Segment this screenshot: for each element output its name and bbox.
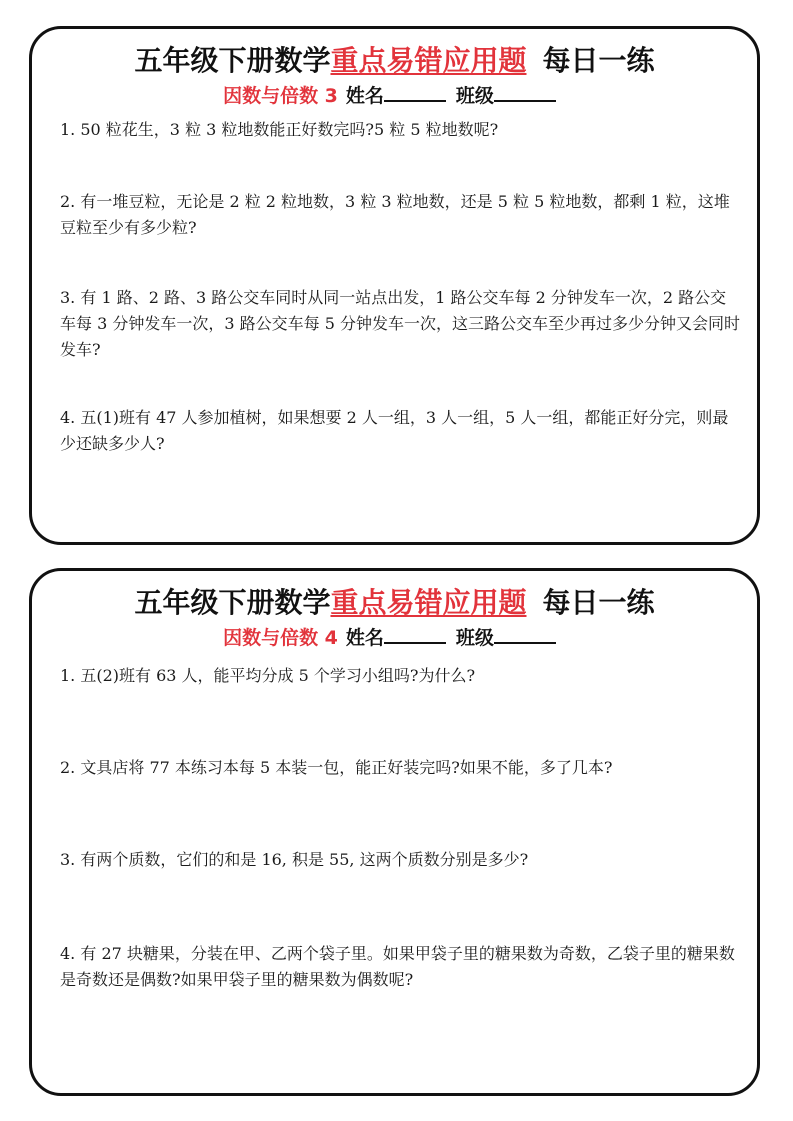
question-3: 3. 有两个质数，它们的和是 16, 积是 55, 这两个质数分别是多少? [60, 850, 529, 869]
question-1: 1. 五(2)班有 63 人，能平均分成 5 个学习小组吗?为什么? [60, 666, 476, 685]
name-label: 姓名 [345, 627, 384, 649]
topic-label: 因数与倍数 4 [223, 627, 338, 649]
question-1: 1. 50 粒花生，3 粒 3 粒地数能正好数完吗?5 粒 5 粒地数呢? [60, 120, 499, 139]
worksheet-title [32, 39, 757, 79]
class-blank[interactable] [494, 86, 556, 102]
question-4: 4. 有 27 块糖果，分装在甲、乙两个袋子里。如果甲袋子里的糖果数为奇数，乙袋子里的糖果数是奇数还是偶数?如果甲袋子里的糖果数为偶数呢? [60, 944, 735, 989]
title-prefix: 五年级下册数学 [134, 44, 331, 77]
name-blank[interactable] [384, 86, 446, 102]
title-prefix: 五年级下册数学 [134, 586, 331, 619]
class-label: 班级 [455, 627, 494, 649]
name-blank[interactable] [384, 628, 446, 644]
title-highlight: 重点易错应用题 [330, 44, 527, 77]
question-2: 2. 有一堆豆粒，无论是 2 粒 2 粒地数，3 粒 3 粒地数，还是 5 粒 5 粒地数，都剩 1 粒，这堆豆粒至少有多少粒? [60, 192, 730, 237]
title-highlight: 重点易错应用题 [330, 586, 527, 619]
title-suffix: 每日一练 [542, 44, 655, 77]
class-label: 班级 [455, 85, 494, 107]
title-suffix: 每日一练 [542, 586, 655, 619]
class-blank[interactable] [494, 628, 556, 644]
question-3: 3. 有 1 路、2 路、3 路公交车同时从同一站点出发，1 路公交车每 2 分钟发车一次，2 路公交车每 3 分钟发车一次，3 路公交车每 5 分钟发车一次，这三路公交车至少再过多少分钟又会同时发车? [60, 288, 740, 359]
name-label: 姓名 [345, 85, 384, 107]
topic-label: 因数与倍数 3 [223, 85, 338, 107]
worksheet-subtitle [32, 81, 757, 108]
question-2: 2. 文具店将 77 本练习本每 5 本装一包，能正好装完吗?如果不能，多了几本? [60, 758, 613, 777]
question-4: 4. 五(1)班有 47 人参加植树，如果想要 2 人一组，3 人一组，5 人一组，都能正好分完，则最少还缺多少人? [60, 408, 729, 453]
worksheet-subtitle [32, 623, 757, 650]
worksheet-card-2 [29, 568, 760, 1096]
worksheet-title [32, 581, 757, 621]
worksheet-card-1 [29, 26, 760, 545]
